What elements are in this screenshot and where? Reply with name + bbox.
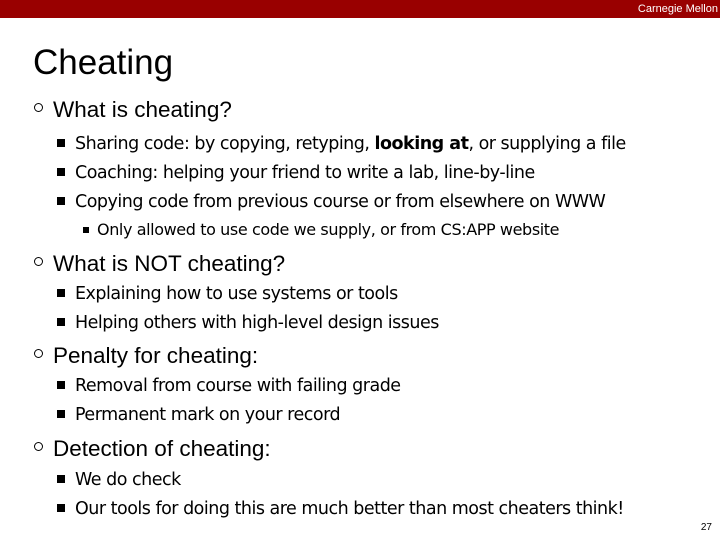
list-item	[0, 404, 720, 428]
list-item	[0, 375, 720, 399]
list-item-text: Our tools for doing this are much better than most cheaters think!	[75, 499, 624, 519]
hollow-circle-bullet-icon	[34, 257, 43, 266]
square-bullet-icon	[57, 139, 65, 147]
header-bar	[0, 0, 720, 18]
section-heading-text: What is NOT cheating?	[53, 251, 286, 276]
section-heading-text: What is cheating?	[53, 97, 232, 122]
section-heading-detection	[0, 435, 720, 463]
section-heading-text: Penalty for cheating:	[53, 343, 259, 368]
page-number: 27	[700, 522, 712, 533]
emphasis-text: looking at	[374, 134, 469, 154]
square-bullet-icon	[57, 504, 65, 512]
list-item	[0, 283, 720, 307]
sub-list-item	[0, 220, 720, 242]
list-item	[0, 469, 720, 493]
list-item-text: Explaining how to use systems or tools	[75, 284, 398, 304]
hollow-circle-bullet-icon	[34, 103, 43, 112]
slide-title: Cheating	[33, 43, 174, 82]
square-bullet-icon	[57, 318, 65, 326]
list-item	[0, 162, 720, 186]
list-item	[0, 191, 720, 215]
brand-label: Carnegie Mellon	[637, 3, 718, 15]
square-bullet-icon	[57, 381, 65, 389]
list-item-text: Coaching: helping your friend to write a lab, line-by-line	[75, 163, 535, 183]
square-bullet-icon	[57, 410, 65, 418]
list-item-text: Helping others with high-level design issues	[75, 313, 439, 333]
list-item-text: Permanent mark on your record	[75, 405, 341, 425]
list-item-text: Sharing code: by copying, retyping, looking at, or supplying a file	[75, 134, 626, 154]
sub-list-item-text: Only allowed to use code we supply, or from CS:APP website	[97, 220, 560, 239]
list-item-text: Copying code from previous course or from elsewhere on WWW	[75, 192, 606, 212]
square-bullet-icon	[57, 168, 65, 176]
hollow-circle-bullet-icon	[34, 349, 43, 358]
square-bullet-icon	[57, 475, 65, 483]
hollow-circle-bullet-icon	[34, 442, 43, 451]
list-item-text: Removal from course with failing grade	[75, 376, 401, 396]
small-square-bullet-icon	[83, 227, 89, 233]
square-bullet-icon	[57, 197, 65, 205]
list-item	[0, 312, 720, 336]
section-heading-text: Detection of cheating:	[53, 436, 271, 461]
square-bullet-icon	[57, 289, 65, 297]
section-heading-what-is-cheating	[0, 96, 720, 124]
list-item	[0, 498, 720, 522]
list-item	[0, 133, 720, 157]
section-heading-what-is-not-cheating	[0, 250, 720, 278]
section-heading-penalty	[0, 342, 720, 370]
list-item-text: We do check	[75, 470, 181, 490]
